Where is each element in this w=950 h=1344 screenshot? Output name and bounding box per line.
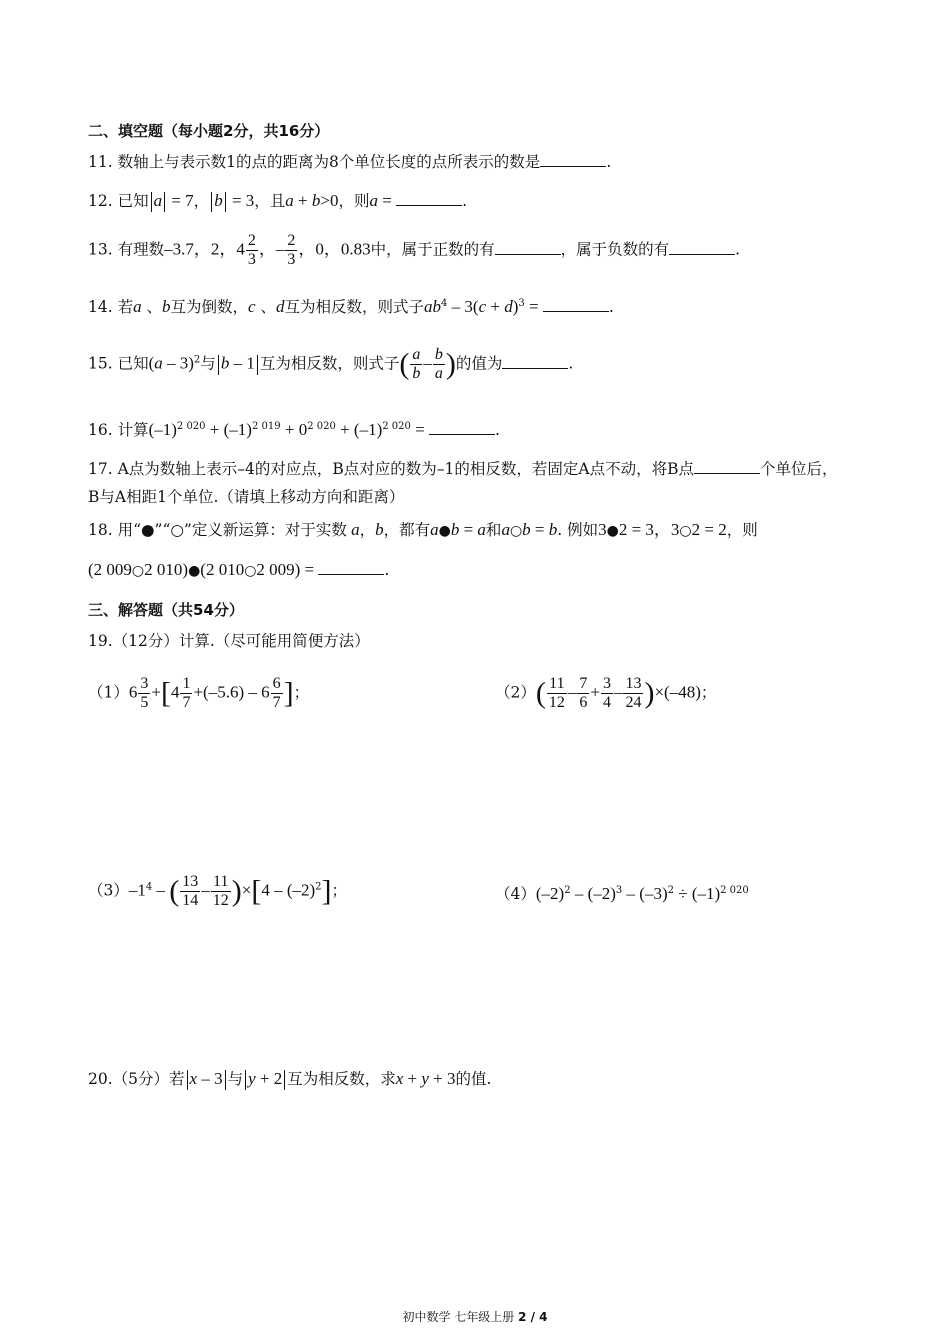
question-16: 16. 计算$(-1)^{2 020} + (-1)^{2 019} + 0^{2 020} + (-1)^{2 020}$ = . (88, 420, 500, 440)
question-19-part-3: $(3)-1^4$ – ( $\frac{13}{14}$ – $\frac{11}{12}$ )$\times[4 - (-2)^2]$； (88, 873, 348, 909)
section-2-title: 二、填空题（每小题2分，共16分） (88, 122, 330, 140)
question-11: 11. 数轴上与表示数1的点的距离为8个单位长度的点所表示的数是 . (88, 153, 612, 171)
page-number: 2 / 4 (518, 1310, 548, 1324)
page-footer: 初中数学 七年级上册 2 / 4 (402, 1310, 548, 1324)
answer-blank[interactable] (540, 152, 606, 167)
question-13: 13. 有理数–3.7，2，4 $\frac{2}{3}$ ，– $\frac{2}{3}$ ，0，0.83中，属于正数的有 ，属于负数的有 . (88, 232, 741, 268)
question-17: 17. A点为数轴上表示–4的对应点，B点对应的数为–1的相反数，若固定A点不动，将B点 个单位后， (88, 460, 838, 478)
answer-blank[interactable] (429, 420, 495, 435)
answer-blank[interactable] (396, 191, 462, 206)
question-18: 18. 用“●”“○”定义新运算：对于实数 a，b，都有a●b = a和a○b = b. 例如3●2 = 3，3○2 = 2，则 (88, 520, 758, 539)
question-20: 20.（5分）若 x – 3 与 y + 2 互为相反数，求x + y + 3的值. (88, 1069, 492, 1088)
question-11-text: 11. 数轴上与表示数1的点的距离为8个单位长度的点所表示的数是 (88, 153, 541, 171)
question-12: 12. 已知 a = 7， b = 3，且a + b>0，则a = . (88, 191, 468, 210)
section-3-title: 三、解答题（共54分） (88, 601, 244, 619)
answer-blank[interactable] (502, 354, 568, 369)
question-19-part-2: （2）( $\frac{11}{12}$ – $\frac{7}{6}$ + $\frac{3}{4}$ – $\frac{13}{24}$ )×(–48)； (495, 675, 717, 711)
question-19-part-1: （1）6 $\frac{3}{5}$ +[4 $\frac{1}{7}$ +(–5.6) – 6 $\frac{6}{7}$ ]； (88, 675, 310, 711)
question-17-line-2: B与A相距1个单位.（请填上移动方向和距离） (88, 488, 405, 506)
question-19-title: 19.（12分）计算.（尽可能用简便方法） (88, 632, 370, 650)
answer-blank[interactable] (669, 240, 735, 255)
answer-blank[interactable] (495, 240, 561, 255)
question-15: 15. 已知(a – 3)$^2$与 b – 1 互为相反数，则式子( $\frac{a}{b}$ – $\frac{b}{a}$ )的值为 . (88, 346, 574, 382)
question-14: 14. 若a 、b互为倒数，c 、d互为相反数，则式子$ab^4 - 3(c + d)^3$ = . (88, 297, 614, 317)
answer-blank[interactable] (694, 459, 760, 474)
question-19-part-4: $(4)(-2)^2 - (-2)^3 - (-3)^2 \div (-1)^{2 020}$ (495, 884, 749, 904)
answer-blank[interactable] (318, 560, 384, 575)
answer-blank[interactable] (543, 297, 609, 312)
question-18-line-2: (2 009○2 010)●(2 010○2 009) = . (88, 560, 390, 579)
